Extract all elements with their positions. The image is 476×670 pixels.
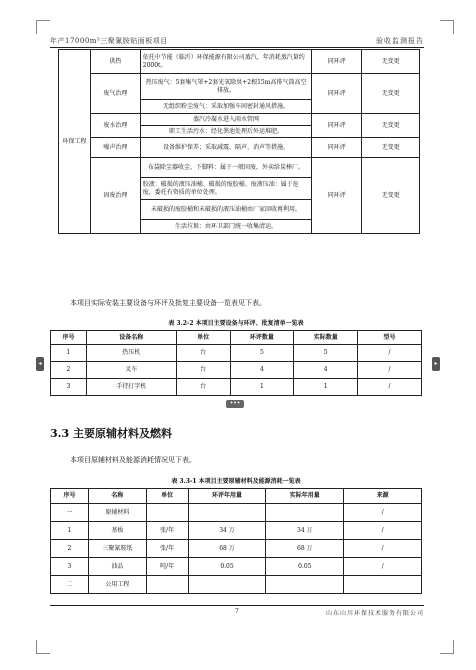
table-header-row (51, 331, 422, 345)
table-cell: 油品 (88, 558, 146, 576)
table-cell: 叉车 (86, 362, 176, 379)
crop-mark (36, 640, 50, 654)
table-cell (146, 504, 188, 522)
table-cell: 台 (176, 345, 230, 362)
table-cell: / (358, 379, 422, 396)
desc-cell: 胶液：破损的液压油桶、破损的废胶桶、废液压油：属于危废，委托有资质的单位处理。 (140, 178, 312, 200)
table-cell: 原辅材料 (88, 504, 146, 522)
table-cell: / (344, 558, 422, 576)
caption-title: 本项目主要设备与环评、批复清单一览表 (195, 320, 304, 327)
section-heading: 3.3 主要原辅材料及燃料 (50, 427, 172, 440)
table-cell: 1 (294, 379, 358, 396)
column-header: 单位 (176, 331, 230, 345)
paragraph-materials: 本项目原辅材料及能源消耗情况见下表。 (70, 456, 196, 464)
table-cell: 1 (51, 522, 89, 540)
column-header: 实际数量 (294, 331, 358, 345)
column-header: 设备名称 (86, 331, 176, 345)
prev-page-button[interactable]: ◂ (36, 357, 44, 371)
table-cell: 基板 (88, 522, 146, 540)
page-footer (50, 605, 424, 619)
column-header: 名称 (88, 489, 146, 504)
eia-cell: 同环评 (312, 50, 362, 74)
table-row (51, 576, 422, 594)
desc-cell: 蒸汽冷凝水进入雨水管网 (140, 114, 312, 126)
eia-cell: 同环评 (312, 138, 362, 158)
table-cell: 热压机 (86, 345, 176, 362)
table-cell: 3 (51, 379, 87, 396)
desc-cell: 生活垃圾：由环卫部门统一收集清运。 (140, 220, 312, 234)
desc-cell: 职工生活污水：经化粪池处理后外运堆肥。 (140, 126, 312, 138)
table-cell: 34 万 (266, 522, 344, 540)
table-row (59, 74, 420, 100)
table-cell: 张/年 (146, 540, 188, 558)
table-cell: 台 (176, 379, 230, 396)
item-cell: 供热 (90, 50, 140, 74)
table-row (51, 540, 422, 558)
next-page-button[interactable]: ▸ (432, 357, 440, 371)
table-cell: 68 万 (188, 540, 266, 558)
table-row (51, 345, 422, 362)
table2-caption (50, 318, 422, 327)
header-project-title: 年产17000m³三聚氰胺贴面板项目 (50, 37, 168, 45)
footer-company: 山东山川环保技术服务有限公司 (325, 610, 424, 617)
column-header: 序号 (51, 489, 89, 504)
table-cell: 4 (294, 362, 358, 379)
status-cell: 无变更 (362, 50, 420, 74)
desc-cell: 未破损的废胶桶和未破损的液压油桶由厂家回收再利用。 (140, 200, 312, 220)
more-options-button[interactable]: ••• (226, 400, 244, 408)
table-cell: 吨/年 (146, 558, 188, 576)
eia-cell: 同环评 (312, 114, 362, 138)
table-row (51, 379, 422, 396)
table-row (59, 50, 420, 74)
column-header: 来源 (344, 489, 422, 504)
eia-cell: 同环评 (312, 158, 362, 234)
page-header (50, 34, 424, 48)
table-cell: 4 (230, 362, 294, 379)
caption-number: 表 3.2-2 (168, 320, 194, 327)
table-cell: 34 万 (188, 522, 266, 540)
status-cell: 无变更 (362, 138, 420, 158)
status-cell: 无变更 (362, 114, 420, 138)
table3-caption (50, 476, 422, 485)
table-cell: 5 (230, 345, 294, 362)
group-label: 环保工程 (59, 50, 91, 234)
table-cell: 5 (294, 345, 358, 362)
table-cell: / (344, 522, 422, 540)
equipment-table (50, 330, 422, 396)
desc-cell: 无组织粉尘废气：采取加强车间密封通风措施。 (140, 100, 312, 114)
table-cell: 公用工程 (88, 576, 146, 594)
status-cell: 无变更 (362, 74, 420, 114)
table-cell: 1 (230, 379, 294, 396)
environmental-works-table (58, 49, 420, 234)
table-cell (146, 576, 188, 594)
table-cell (266, 504, 344, 522)
table-row (51, 504, 422, 522)
table-cell: 0.05 (188, 558, 266, 576)
table-row (51, 558, 422, 576)
table-cell (344, 576, 422, 594)
crop-mark (440, 20, 454, 34)
table-cell: 三聚氰胺纸 (88, 540, 146, 558)
table-cell: / (344, 540, 422, 558)
item-cell: 废水治理 (90, 114, 140, 138)
desc-cell: 热压废气：5套集气罩+2套光氧除臭+2根15m高排气筒高空排放。 (140, 74, 312, 100)
table-cell: 3 (51, 558, 89, 576)
page-number: 7 (235, 608, 239, 615)
table-cell: / (358, 345, 422, 362)
crop-mark (36, 20, 50, 34)
desc-cell: 设备维护保养；采取减震、隔声、消声等措施。 (140, 138, 312, 158)
table-cell: 68 万 (266, 540, 344, 558)
crop-mark (440, 640, 454, 654)
column-header: 环评数量 (230, 331, 294, 345)
table-row (51, 522, 422, 540)
table-row (59, 114, 420, 126)
desc-cell: 布袋除尘器收尘、下脚料：属于一般固废，外卖给炭棒厂。 (140, 158, 312, 178)
caption-number: 表 3.3-1 (171, 478, 197, 485)
item-cell: 固废治理 (90, 158, 140, 234)
table-row (59, 138, 420, 158)
table-cell: 2 (51, 540, 89, 558)
table-cell: 0.05 (266, 558, 344, 576)
table-cell: 2 (51, 362, 87, 379)
table-header-row (51, 489, 422, 504)
table-cell: / (358, 362, 422, 379)
table-cell (266, 576, 344, 594)
table-cell (188, 576, 266, 594)
table-cell (188, 504, 266, 522)
item-cell: 废气治理 (90, 74, 140, 114)
table-cell: / (344, 504, 422, 522)
caption-title: 本项目主要原辅材料及能源消耗一览表 (198, 478, 301, 485)
column-header: 环评年用量 (188, 489, 266, 504)
item-cell: 噪声治理 (90, 138, 140, 158)
table-cell: 台 (176, 362, 230, 379)
column-header: 实际年用量 (266, 489, 344, 504)
eia-cell: 同环评 (312, 74, 362, 114)
table-row (51, 362, 422, 379)
table-row (59, 158, 420, 178)
table-cell: 张/年 (146, 522, 188, 540)
column-header: 单位 (146, 489, 188, 504)
header-report-title: 验收监测报告 (376, 37, 424, 45)
table-cell: 一 (51, 504, 89, 522)
desc-cell: 依托中节能（临沂）环保能源有限公司蒸汽，年消耗蒸汽量约2000t。 (140, 50, 312, 74)
column-header: 序号 (51, 331, 87, 345)
table-cell: 手持打字机 (86, 379, 176, 396)
materials-table (50, 488, 422, 594)
table-cell: 1 (51, 345, 87, 362)
status-cell: 无变更 (362, 158, 420, 234)
column-header: 型号 (358, 331, 422, 345)
table-cell: 二 (51, 576, 89, 594)
paragraph-equipment: 本项目实际安装主要设备与环评及批复主要设备一览表见下表。 (70, 299, 266, 307)
